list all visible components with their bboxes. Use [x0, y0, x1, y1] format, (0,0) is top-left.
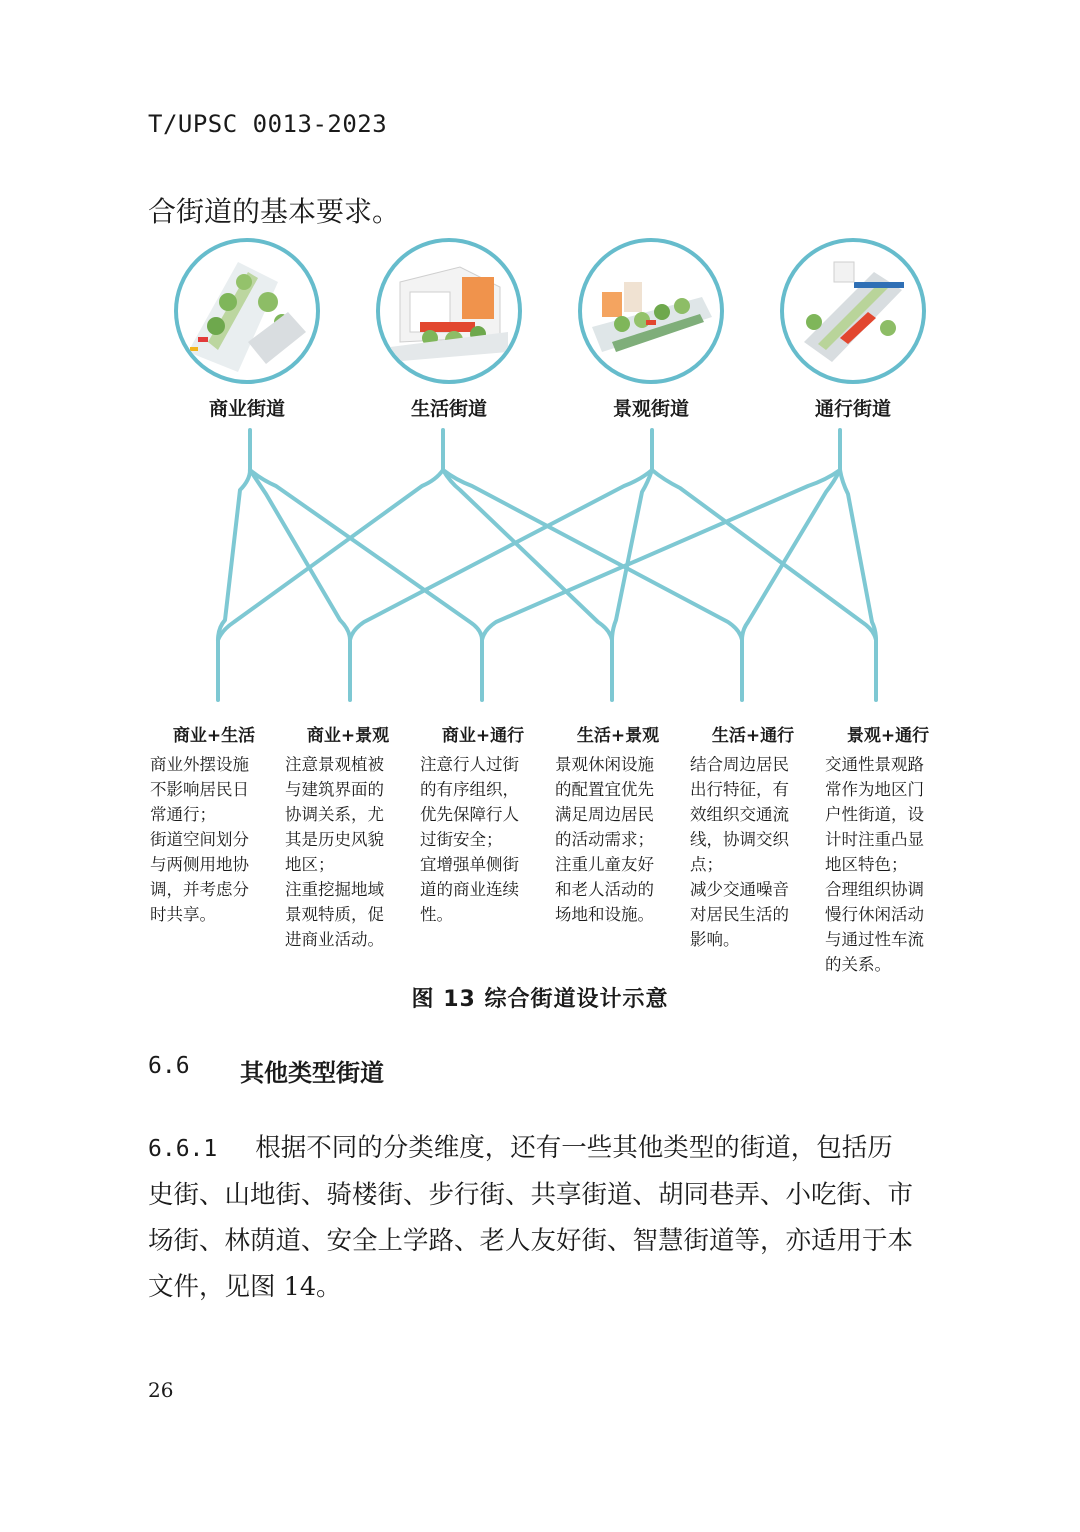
section-number: 6.6 — [148, 1053, 190, 1079]
type-label-residential: 生活街道 — [410, 398, 487, 420]
combo-desc-commercial-residential: 商业外摆设施 不影响居民日 常通行； 街道空间划分 与两侧用地协 调，并考虑分 时共享。 — [150, 755, 249, 924]
connector-lines — [0, 0, 1080, 720]
combo-desc-commercial-traffic: 注意行人过街 的有序组织， 优先保障行人 过街安全； 宜增强单侧街 道的商业连续 性。 — [420, 755, 519, 924]
section-title: 其他类型街道 — [240, 1059, 384, 1087]
body-paragraph: 6.6.1 根据不同的分类维度，还有一些其他类型的街道，包括历 史街、山地街、骑楼街、步行街、共享街道、胡同巷弄、小吃街、市 场街、林荫道、安全上学路、老人友好街、智慧街道等，亦适用于本 文件，见图 14。 — [148, 1133, 914, 1302]
type-label-commercial: 商业街道 — [208, 398, 285, 420]
combo-desc-residential-traffic: 结合周边居民 出行特征，有 效组织交通流 线，协调交织 点； 减少交通噪音 对居民生活的 影响。 — [690, 755, 789, 949]
figure-caption: 图 13 综合街道设计示意 — [411, 987, 669, 1012]
combo-desc-residential-landscape: 景观休闲设施 的配置宜优先 满足周边居民 的活动需求； 注重儿童友好 和老人活动的 场地和设施。 — [555, 755, 654, 924]
combo-title-commercial-landscape: 商业+景观 — [306, 726, 390, 746]
combo-title-landscape-traffic: 景观+通行 — [846, 726, 930, 746]
type-label-landscape: 景观街道 — [612, 398, 689, 420]
combo-title-commercial-residential: 商业+生活 — [172, 726, 256, 746]
document-id: T/UPSC 0013-2023 — [148, 110, 388, 138]
combo-desc-commercial-landscape: 注意景观植被 与建筑界面的 协调关系，尤 其是历史风貌 地区； 注重挖掘地域 景观特质，促 进商业活动。 — [285, 755, 384, 949]
combo-desc-landscape-traffic: 交通性景观路 常作为地区门 户性街道，设 计时注重凸显 地区特色； 合理组织协调 慢行休闲活动 与通过性车流 的关系。 — [825, 755, 924, 974]
combo-title-commercial-traffic: 商业+通行 — [441, 726, 525, 746]
type-label-traffic: 通行街道 — [814, 398, 891, 420]
clause-number: 6.6.1 — [148, 1136, 218, 1162]
intro-text: 合街道的基本要求。 — [148, 195, 401, 228]
page-number: 26 — [148, 1378, 174, 1402]
combo-title-residential-landscape: 生活+景观 — [576, 726, 660, 746]
combo-title-residential-traffic: 生活+通行 — [711, 726, 795, 746]
